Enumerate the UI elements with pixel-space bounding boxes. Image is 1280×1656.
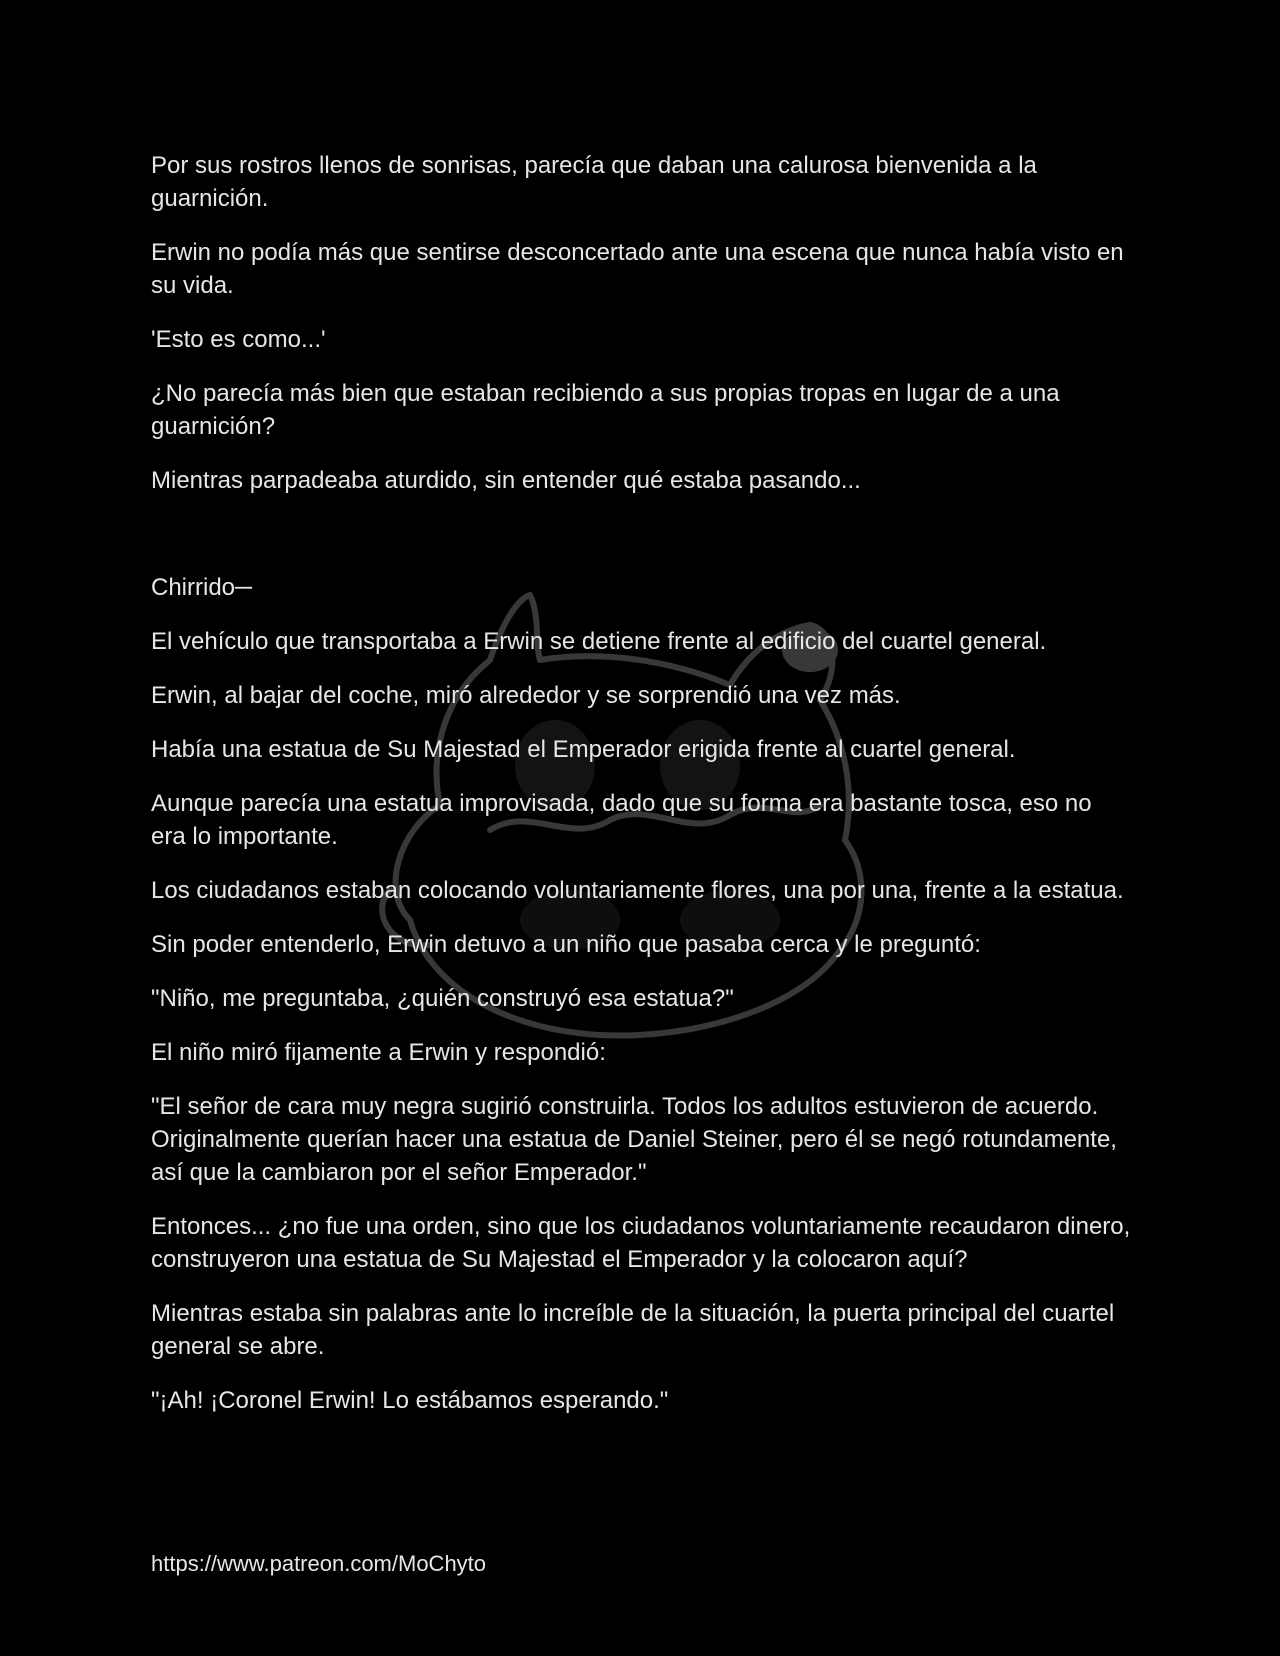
paragraph: 'Esto es como...' [151,326,326,353]
paragraph: Mientras estaba sin palabras ante lo increíble de la situación, la puerta principal del cuartel general se abre. [151,1300,1115,1360]
paragraph: El vehículo que transportaba a Erwin se detiene frente al edificio del cuartel general. [151,628,1047,655]
paragraph: "Niño, me preguntaba, ¿quién construyó esa estatua?" [151,985,734,1012]
chapter-text [151,149,1131,1438]
paragraph: Entonces... ¿no fue una orden, sino que los ciudadanos voluntariamente recaudaron dinero, construyeron una estatua de Su Majestad el Emperador y la colocaron aquí? [151,1213,1131,1273]
paragraph: "¡Ah! ¡Coronel Erwin! Lo estábamos esperando." [151,1387,669,1414]
paragraph: Aunque parecía una estatua improvisada, dado que su forma era bastante tosca, eso no era lo importante. [151,790,1092,850]
paragraph: Había una estatua de Su Majestad el Emperador erigida frente al cuartel general. [151,736,1016,763]
paragraph: El niño miró fijamente a Erwin y respondió: [151,1039,606,1066]
paragraph: Por sus rostros llenos de sonrisas, parecía que daban una calurosa bienvenida a la guarnición. [151,152,1037,212]
paragraph: Erwin no podía más que sentirse desconcertado ante una escena que nunca había visto en su vida. [151,239,1124,299]
paragraph: Erwin, al bajar del coche, miró alrededor y se sorprendió una vez más. [151,682,901,709]
paragraph: ¿No parecía más bien que estaban recibiendo a sus propias tropas en lugar de a una guarnición? [151,380,1060,440]
paragraph: Chirrido─ [151,574,253,601]
patreon-link[interactable]: https://www.patreon.com/MoChyto [151,1551,487,1576]
paragraph: "El señor de cara muy negra sugirió construirla. Todos los adultos estuvieron de acuerdo. Originalmente querían hacer una estatua de Daniel Steiner, pero él se negó rotundamente, así que la cambiaron por el señor Emperador." [151,1093,1117,1186]
paragraph: Los ciudadanos estaban colocando voluntariamente flores, una por una, frente a la estatua. [151,877,1124,904]
scene-break [151,518,1131,571]
paragraph: Sin poder entenderlo, Erwin detuvo a un niño que pasaba cerca y le preguntó: [151,931,981,958]
paragraph: Mientras parpadeaba aturdido, sin entender qué estaba pasando... [151,467,861,494]
